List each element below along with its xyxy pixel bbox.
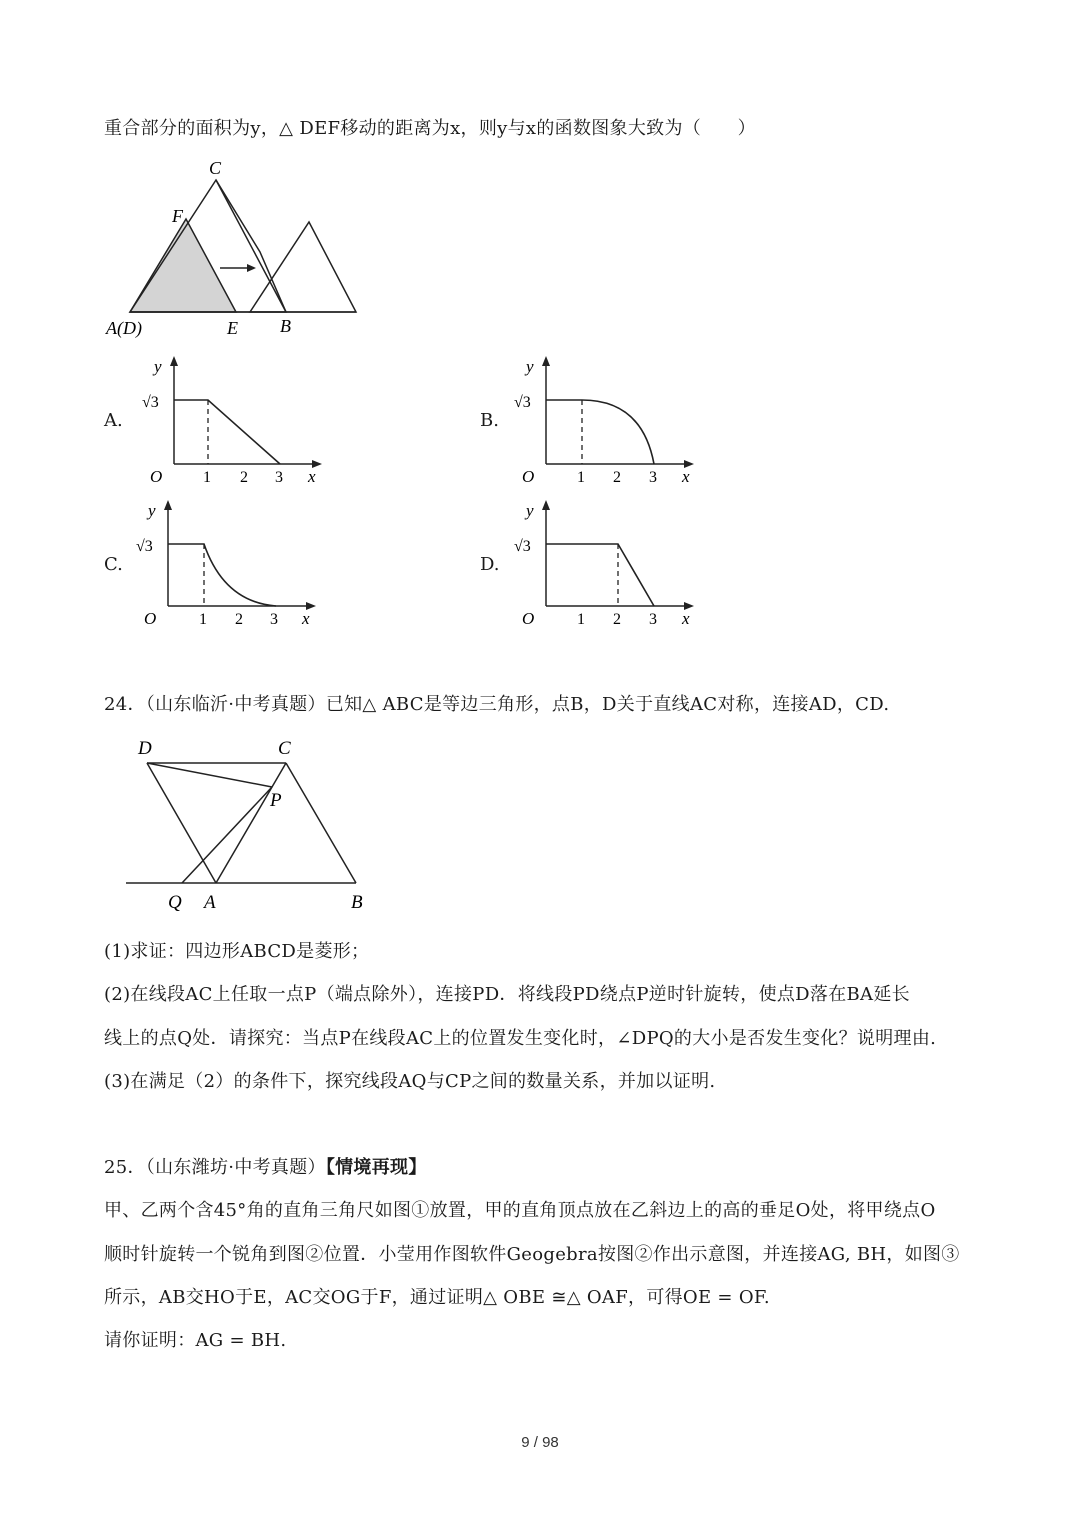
svg-text:O: O xyxy=(144,609,157,628)
svg-text:1: 1 xyxy=(203,469,211,486)
svg-text:3: 3 xyxy=(270,611,278,628)
label-f: F xyxy=(172,206,183,226)
svg-text:√3: √3 xyxy=(514,538,531,555)
label-ad: A(D) xyxy=(106,318,142,338)
svg-text:1: 1 xyxy=(577,469,585,486)
q25-line-2: 顺时针旋转一个锐角到图②位置．小莹用作图软件Geogebra按图②作出示意图，并连接AG, BH，如图③ xyxy=(104,1244,960,1265)
label-b: B xyxy=(280,316,291,336)
curve xyxy=(168,544,276,606)
svg-text:1: 1 xyxy=(199,611,207,628)
q23-triangle-figure xyxy=(100,150,370,340)
q25-line-4: 请你证明：AG = BH. xyxy=(104,1330,287,1351)
label-p: P xyxy=(270,790,282,811)
svg-text:O: O xyxy=(150,467,163,486)
q24-part-2-line-1: (2)在线段AC上任取一点P（端点除外），连接PD．将线段PD绕点P逆时针旋转，使点D落在BA延长 xyxy=(104,984,910,1005)
svg-text:3: 3 xyxy=(275,469,283,486)
svg-text:x: x xyxy=(308,467,316,486)
label-b: B xyxy=(351,892,363,913)
label-q: Q xyxy=(168,892,182,913)
label-c: C xyxy=(209,158,222,178)
label-e: E xyxy=(227,318,238,338)
label-a: A xyxy=(204,892,216,913)
svg-text:√3: √3 xyxy=(136,538,153,555)
q25-line-3: 所示，AB交HO于E，AC交OG于F，通过证明△ OBE ≅△ OAF，可得OE = OF. xyxy=(104,1287,770,1308)
label-c: C xyxy=(278,738,291,759)
option-c-label[interactable]: C. xyxy=(104,554,123,575)
option-b-graph[interactable] xyxy=(512,350,702,490)
q24-stem: 24．（山东临沂·中考真题）已知△ ABC是等边三角形，点B，D关于直线AC对称，连接AD，CD. xyxy=(104,694,890,715)
svg-text:x: x xyxy=(302,609,310,628)
q24-part-2-line-2: 线上的点Q处．请探究：当点P在线段AC上的位置发生变化时，∠DPQ的大小是否发生变化？说明理由. xyxy=(104,1028,937,1049)
svg-text:√3: √3 xyxy=(514,394,531,411)
q24-part-3: (3)在满足（2）的条件下，探究线段AQ与CP之间的数量关系，并加以证明. xyxy=(104,1071,716,1092)
svg-text:1: 1 xyxy=(577,611,585,628)
svg-text:x: x xyxy=(682,467,690,486)
label-d: D xyxy=(138,738,152,759)
svg-text:y: y xyxy=(148,501,156,520)
q25-stem xyxy=(104,1153,427,1179)
q25-line-1: 甲、乙两个含45°角的直角三角尺如图①放置，甲的直角顶点放在乙斜边上的高的垂足O处，将甲绕点O xyxy=(104,1200,936,1221)
svg-text:y: y xyxy=(526,501,534,520)
shaded-triangle-def xyxy=(130,219,236,312)
arrow-head xyxy=(247,264,256,272)
svg-text:3: 3 xyxy=(649,611,657,628)
svg-text:2: 2 xyxy=(613,469,621,486)
svg-text:y: y xyxy=(154,357,162,376)
q24-rhombus-figure xyxy=(120,732,380,917)
option-d-label[interactable]: D. xyxy=(480,554,500,575)
svg-text:√3: √3 xyxy=(142,394,159,411)
svg-text:O: O xyxy=(522,609,535,628)
svg-text:3: 3 xyxy=(649,469,657,486)
svg-text:2: 2 xyxy=(240,469,248,486)
svg-text:y: y xyxy=(526,357,534,376)
curve xyxy=(546,400,654,464)
q24-part-1: (1)求证：四边形ABCD是菱形； xyxy=(104,941,370,962)
option-b-label[interactable]: B. xyxy=(480,410,499,431)
q23-stem: 重合部分的面积为y，△ DEF移动的距离为x，则y与x的函数图象大致为（ ） xyxy=(104,118,756,139)
q25-stem-prefix: 25．（山东潍坊·中考真题） xyxy=(104,1157,326,1178)
svg-text:2: 2 xyxy=(235,611,243,628)
option-c-graph[interactable] xyxy=(134,494,324,634)
option-a-label[interactable]: A. xyxy=(104,410,123,431)
q25-stem-bold: 【情境再现】 xyxy=(325,1157,427,1178)
curve xyxy=(546,544,654,606)
page-number: 9 / 98 xyxy=(521,1434,559,1451)
option-a-graph[interactable] xyxy=(140,350,330,490)
option-d-graph[interactable] xyxy=(512,494,702,634)
curve xyxy=(174,400,280,464)
svg-text:O: O xyxy=(522,467,535,486)
svg-text:2: 2 xyxy=(613,611,621,628)
svg-text:x: x xyxy=(682,609,690,628)
